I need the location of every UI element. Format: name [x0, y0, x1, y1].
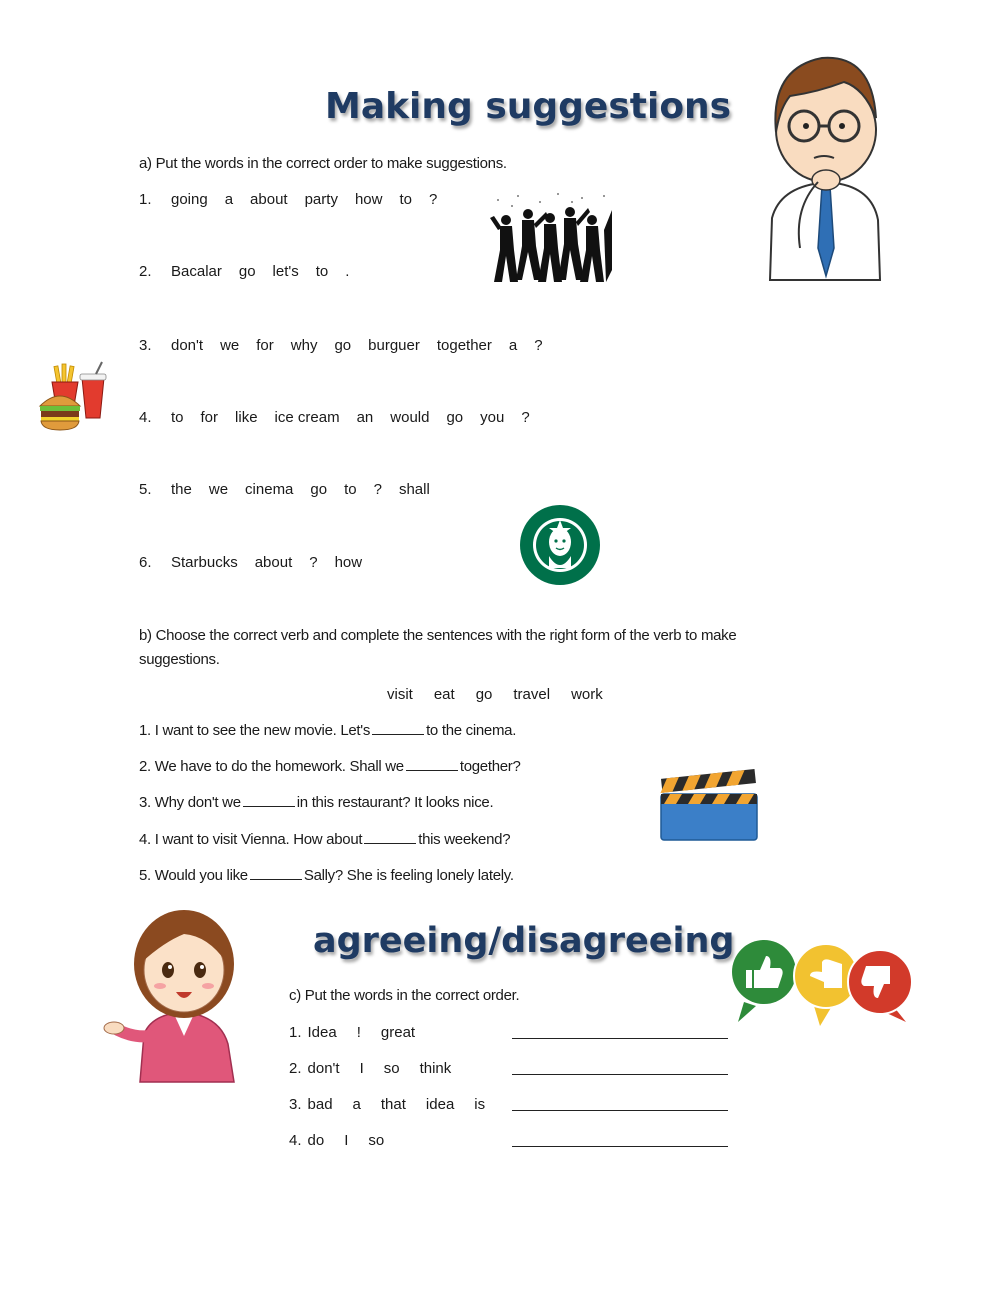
- part-c-item: [289, 1060, 471, 1077]
- word-token: together: [436, 337, 492, 354]
- answer-blank[interactable]: [372, 722, 424, 735]
- word-token: ?: [534, 337, 543, 354]
- word-token: I: [359, 1060, 364, 1077]
- word-token: so: [368, 1132, 385, 1149]
- word-token: to: [344, 481, 357, 498]
- word-token: ?: [309, 554, 318, 571]
- word-token: I: [344, 1132, 349, 1149]
- word-token: for: [256, 337, 274, 354]
- part-c-instruction: c) Put the words in the correct order.: [289, 987, 520, 1004]
- sentence-end: in this restaurant? It looks nice.: [296, 794, 494, 811]
- sentence-start: 2. We have to do the homework. Shall we: [139, 758, 404, 775]
- word-token: don't: [171, 337, 204, 354]
- item-number: 2.: [139, 263, 152, 280]
- answer-blank[interactable]: [250, 867, 302, 880]
- item-number: 3.: [139, 337, 152, 354]
- word-bank-item: go: [475, 686, 493, 703]
- answer-blank[interactable]: [243, 794, 295, 807]
- sentence-start: 3. Why don't we: [139, 794, 241, 811]
- part-b-sentence: [139, 867, 514, 884]
- sentence-start: 4. I want to visit Vienna. How about: [139, 831, 363, 848]
- part-b-sentence: [139, 722, 516, 739]
- clapperboard-icon: [658, 766, 760, 844]
- word-token: would: [390, 409, 430, 426]
- answer-blank[interactable]: [406, 758, 458, 771]
- part-a-item: [139, 191, 454, 208]
- word-token: an: [356, 409, 374, 426]
- word-token: ?: [429, 191, 438, 208]
- word-token: a: [508, 337, 518, 354]
- word-token: party: [304, 191, 338, 208]
- section-title-agreeing: agreeing/disagreeing: [313, 921, 735, 961]
- word-token: don't: [307, 1060, 340, 1077]
- word-token: to: [171, 409, 184, 426]
- part-a-item: [139, 263, 366, 280]
- part-b-instruction-line1: b) Choose the correct verb and complete the sentences with the right form of the verb to make: [139, 627, 737, 644]
- sentence-start: 1. I want to see the new movie. Let's: [139, 722, 371, 739]
- word-token: idea: [425, 1096, 455, 1113]
- word-token: about: [250, 191, 288, 208]
- word-token: go: [446, 409, 464, 426]
- word-token: about: [254, 554, 293, 571]
- word-token: go: [238, 263, 256, 280]
- item-number: 4.: [289, 1132, 302, 1149]
- word-token: Bacalar: [171, 263, 222, 280]
- word-token: you: [480, 409, 505, 426]
- part-a-item: [139, 337, 560, 354]
- word-token: Idea: [307, 1024, 337, 1041]
- word-token: for: [200, 409, 219, 426]
- item-number: 4.: [139, 409, 152, 426]
- presenting-woman-icon: [104, 906, 244, 1082]
- word-token: how: [334, 554, 363, 571]
- word-token: Starbucks: [171, 554, 238, 571]
- word-token: do: [307, 1132, 325, 1149]
- part-b-instruction-line2: suggestions.: [139, 651, 220, 668]
- part-b-sentence: [139, 831, 510, 848]
- part-b-sentence: [139, 758, 521, 775]
- answer-line[interactable]: [512, 1074, 728, 1075]
- part-b-sentence: [139, 794, 493, 811]
- answer-blank[interactable]: [364, 831, 416, 844]
- sentence-end: to the cinema.: [426, 722, 517, 739]
- word-token: the: [171, 481, 192, 498]
- word-token: let's: [272, 263, 299, 280]
- word-token: shall: [398, 481, 430, 498]
- word-token: bad: [307, 1096, 333, 1113]
- word-token: .: [345, 263, 350, 280]
- fast-food-icon: [38, 362, 116, 434]
- word-bank: [387, 686, 624, 703]
- dancing-people-icon: [488, 190, 614, 285]
- word-bank-item: visit: [387, 686, 413, 703]
- part-c-item: [289, 1024, 435, 1041]
- word-token: how: [354, 191, 383, 208]
- word-token: ?: [521, 409, 530, 426]
- sentence-end: together?: [459, 758, 521, 775]
- thumbs-bubbles-icon: [730, 940, 914, 1026]
- part-a-item: [139, 481, 447, 498]
- word-token: burguer: [368, 337, 420, 354]
- word-token: go: [310, 481, 328, 498]
- word-token: to: [315, 263, 329, 280]
- word-token: great: [380, 1024, 416, 1041]
- word-token: think: [419, 1060, 452, 1077]
- word-token: to: [399, 191, 412, 208]
- word-token: that: [380, 1096, 406, 1113]
- word-token: so: [383, 1060, 400, 1077]
- word-token: we: [220, 337, 240, 354]
- item-number: 3.: [289, 1096, 302, 1113]
- word-token: is: [474, 1096, 486, 1113]
- answer-line[interactable]: [512, 1038, 728, 1039]
- word-bank-item: work: [571, 686, 603, 703]
- item-number: 1.: [289, 1024, 302, 1041]
- sentence-end: this weekend?: [418, 831, 511, 848]
- item-number: 5.: [139, 481, 152, 498]
- word-bank-item: eat: [433, 686, 455, 703]
- thinking-man-icon: [760, 48, 890, 280]
- item-number: 1.: [139, 191, 152, 208]
- sentence-end: Sally? She is feeling lonely lately.: [303, 867, 514, 884]
- word-token: like: [235, 409, 258, 426]
- part-a-item: [139, 409, 547, 426]
- item-number: 2.: [289, 1060, 302, 1077]
- part-a-item: [139, 554, 379, 571]
- word-token: go: [334, 337, 352, 354]
- word-token: cinema: [245, 481, 294, 498]
- answer-line[interactable]: [512, 1146, 728, 1147]
- word-token: ice cream: [274, 409, 340, 426]
- part-c-item: [289, 1132, 404, 1149]
- coffee-logo-icon: [519, 504, 601, 586]
- word-token: we: [208, 481, 229, 498]
- part-a-instruction: a) Put the words in the correct order to make suggestions.: [139, 155, 507, 172]
- word-token: a: [224, 191, 234, 208]
- word-token: ?: [373, 481, 382, 498]
- word-token: !: [356, 1024, 361, 1041]
- word-token: going: [171, 191, 208, 208]
- word-token: a: [352, 1096, 361, 1113]
- word-bank-item: travel: [513, 686, 551, 703]
- sentence-start: 5. Would you like: [139, 867, 248, 884]
- item-number: 6.: [139, 554, 152, 571]
- part-c-item: [289, 1096, 505, 1113]
- word-token: why: [290, 337, 318, 354]
- answer-line[interactable]: [512, 1110, 728, 1111]
- page-title: Making suggestions: [325, 86, 732, 127]
